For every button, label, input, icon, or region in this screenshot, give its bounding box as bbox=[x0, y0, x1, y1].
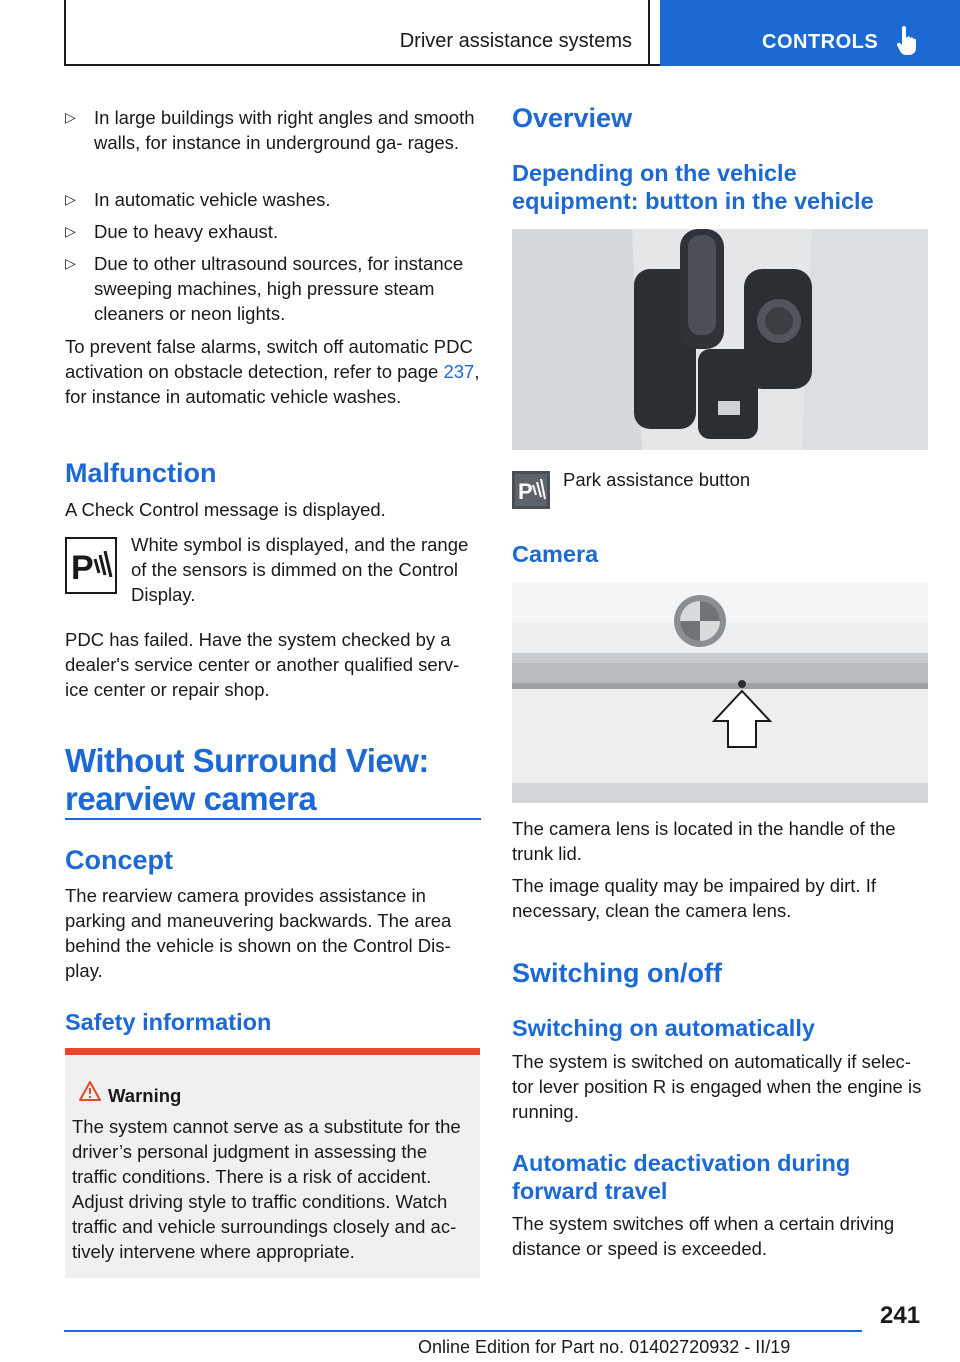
svg-text:P: P bbox=[71, 549, 94, 587]
pdc-paragraph bbox=[65, 334, 481, 409]
failed-text: PDC has failed. Have the system checked by a dealer's service center or another qualified serv‐ ice center or repair shop. bbox=[65, 629, 460, 700]
switching-heading: Switching on/off bbox=[512, 958, 722, 988]
warning-triangle-icon bbox=[79, 1081, 101, 1101]
list-item bbox=[65, 187, 481, 212]
svg-text:P: P bbox=[518, 479, 533, 504]
header-frame bbox=[64, 0, 650, 64]
button-heading: Depending on the vehicle equipment: button in the vehicle bbox=[512, 160, 874, 214]
list-item bbox=[65, 105, 481, 155]
auto-off-text: The system switches off when a certain driving distance or speed is exceeded. bbox=[512, 1213, 895, 1259]
page-reference-link[interactable]: 237 bbox=[443, 361, 475, 382]
auto-off-heading: Automatic deactivation during forward travel bbox=[512, 1150, 851, 1204]
symbol-description: White symbol is displayed, and the range of the sensors is dimmed on the Control Display. bbox=[131, 534, 469, 605]
warning-text: The system cannot serve as a substitute for the driver’s personal judgment in assessing the traffic conditions. There is a risk of accident. Adjust driving style to traffic conditions. Watch traffic and vehicle surroundings closely and ac‐ tively intervene where appropriate. bbox=[72, 1116, 461, 1262]
auto-on-heading: Switching on automatically bbox=[512, 1015, 815, 1041]
main-heading-line2: rearview camera bbox=[65, 780, 317, 817]
section-title: Driver assistance systems bbox=[399, 30, 632, 52]
camera-text-2: The image quality may be impaired by dirt. If necessary, clean the camera lens. bbox=[512, 875, 876, 921]
page-number: 241 bbox=[880, 1302, 921, 1329]
bullet-triangle-icon: ▷ bbox=[65, 109, 76, 125]
pdc-text-a: To prevent false alarms, switch off automatic PDC activation on obstacle detection, refer to page bbox=[65, 336, 473, 382]
controls-tab-label: CONTROLS bbox=[762, 31, 879, 53]
park-assist-symbol-icon bbox=[65, 537, 117, 594]
center-console-illustration bbox=[512, 229, 928, 450]
auto-on-text: The system is switched on automatically if selec‐ tor lever position R is engaged when the engine is running. bbox=[512, 1051, 922, 1122]
concept-heading: Concept bbox=[65, 845, 173, 875]
warning-label: Warning bbox=[108, 1085, 182, 1106]
overview-heading: Overview bbox=[512, 103, 633, 133]
camera-heading: Camera bbox=[512, 541, 599, 567]
controls-tab[interactable] bbox=[660, 0, 960, 66]
main-heading-line1: Without Surround View: bbox=[65, 742, 429, 779]
list-item bbox=[65, 251, 481, 326]
camera-text-1: The camera lens is located in the handle of the trunk lid. bbox=[512, 818, 896, 864]
footer-rule bbox=[64, 1330, 862, 1332]
malfunction-text: A Check Control message is displayed. bbox=[65, 499, 386, 520]
trunk-lid-illustration bbox=[512, 583, 928, 803]
heading-rule bbox=[65, 818, 481, 820]
center-console-image bbox=[512, 229, 928, 450]
button-caption: Park assistance button bbox=[563, 469, 751, 490]
list-item bbox=[65, 219, 481, 244]
malfunction-heading: Malfunction bbox=[65, 458, 217, 488]
bullet-text: Due to heavy exhaust. bbox=[94, 221, 279, 242]
bullet-triangle-icon: ▷ bbox=[65, 191, 76, 207]
edition-text: Online Edition for Part no. 01402720932 - II/19 bbox=[418, 1337, 791, 1357]
safety-heading: Safety information bbox=[65, 1009, 272, 1035]
bullet-triangle-icon: ▷ bbox=[65, 255, 76, 271]
pdc-text-b: , for instance in automatic vehicle washes. bbox=[65, 361, 480, 407]
main-heading bbox=[65, 742, 481, 818]
bullet-triangle-icon: ▷ bbox=[65, 223, 76, 239]
pointing-hand-icon bbox=[896, 26, 920, 56]
bullet-text: In automatic vehicle washes. bbox=[94, 189, 331, 210]
bullet-text: In large buildings with right angles and smooth walls, for instance in underground ga‐ rages. bbox=[94, 107, 475, 153]
warning-box bbox=[65, 1048, 480, 1278]
concept-text: The rearview camera provides assistance in parking and maneuvering backwards. The area behind the vehicle is shown on the Control Dis‐ play. bbox=[65, 885, 452, 981]
camera-location-image bbox=[512, 583, 928, 803]
park-assist-button-icon bbox=[512, 471, 550, 509]
bullet-text: Due to other ultrasound sources, for instance sweeping machines, high pressure steam cleaners or neon lights. bbox=[94, 253, 464, 324]
